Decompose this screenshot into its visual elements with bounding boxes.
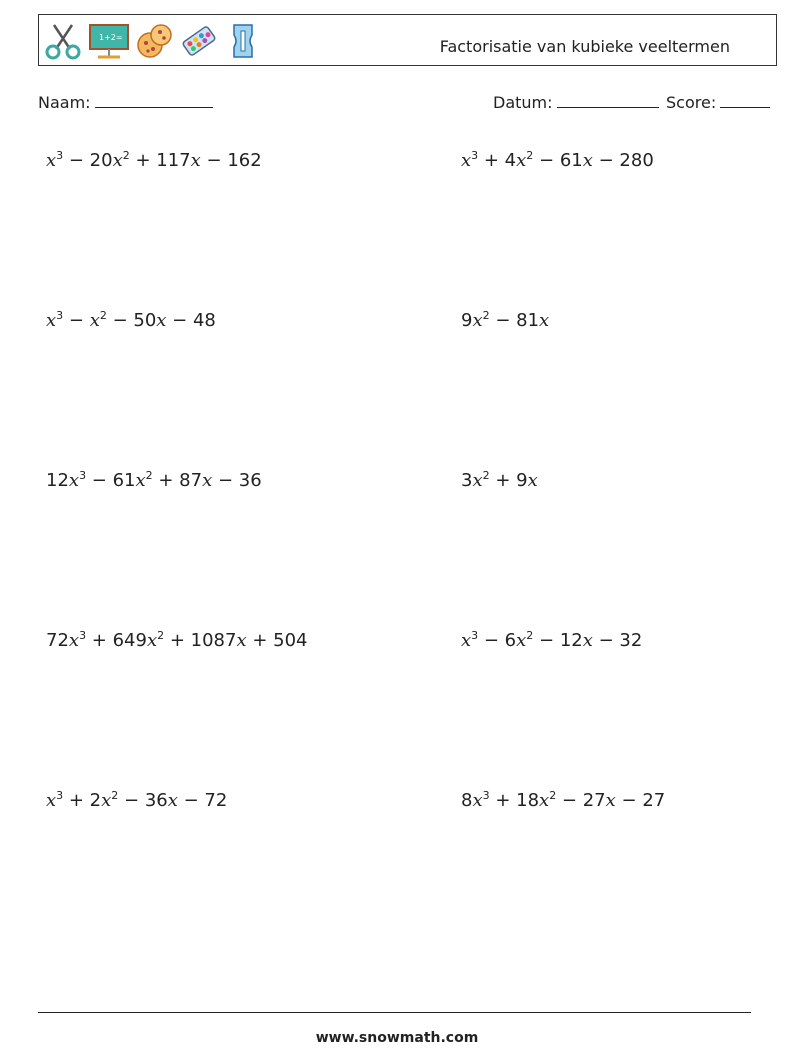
worksheet-header [38, 14, 777, 66]
problem-1: $x^3 - 20x^2 + 117x - 162$ [46, 149, 262, 171]
score-blank[interactable] [720, 93, 770, 108]
name-blank[interactable] [95, 93, 213, 108]
score-field [666, 93, 770, 112]
cookies-icon [136, 21, 174, 61]
scissors-icon [44, 21, 82, 61]
svg-text:1+2=: 1+2= [99, 33, 123, 42]
problem-9: $x^3 + 2x^2 - 36x - 72$ [46, 789, 228, 811]
problem-2: $x^3 + 4x^2 - 61x - 280$ [461, 149, 654, 171]
problem-10: $8x^3 + 18x^2 - 27x - 27$ [461, 789, 666, 811]
problem-7: $72x^3 + 649x^2 + 1087x + 504$ [46, 629, 308, 651]
header-icons [44, 20, 262, 62]
date-field [493, 93, 659, 112]
problem-8: $x^3 - 6x^2 - 12x - 32$ [461, 629, 643, 651]
footer-url: www.snowmath.com [315, 1030, 479, 1046]
chalkboard-icon [88, 21, 130, 61]
problem-6: $3x^2 + 9x$ [461, 469, 538, 491]
paint-palette-icon [180, 21, 218, 61]
problem-5: $12x^3 - 61x^2 + 87x - 36$ [46, 469, 262, 491]
problem-4: $9x^2 - 81x$ [461, 309, 550, 331]
pencil-sharpener-icon [224, 21, 262, 61]
footer-divider [38, 1012, 751, 1013]
score-label: Score: [666, 93, 717, 112]
name-label: Naam: [38, 93, 91, 112]
problem-3: $x^3 - x^2 - 50x - 48$ [46, 309, 216, 331]
date-blank[interactable] [557, 93, 659, 108]
name-field [38, 93, 213, 112]
date-label: Datum: [493, 93, 553, 112]
worksheet-title: Factorisatie van kubieke veeltermen [439, 37, 730, 56]
